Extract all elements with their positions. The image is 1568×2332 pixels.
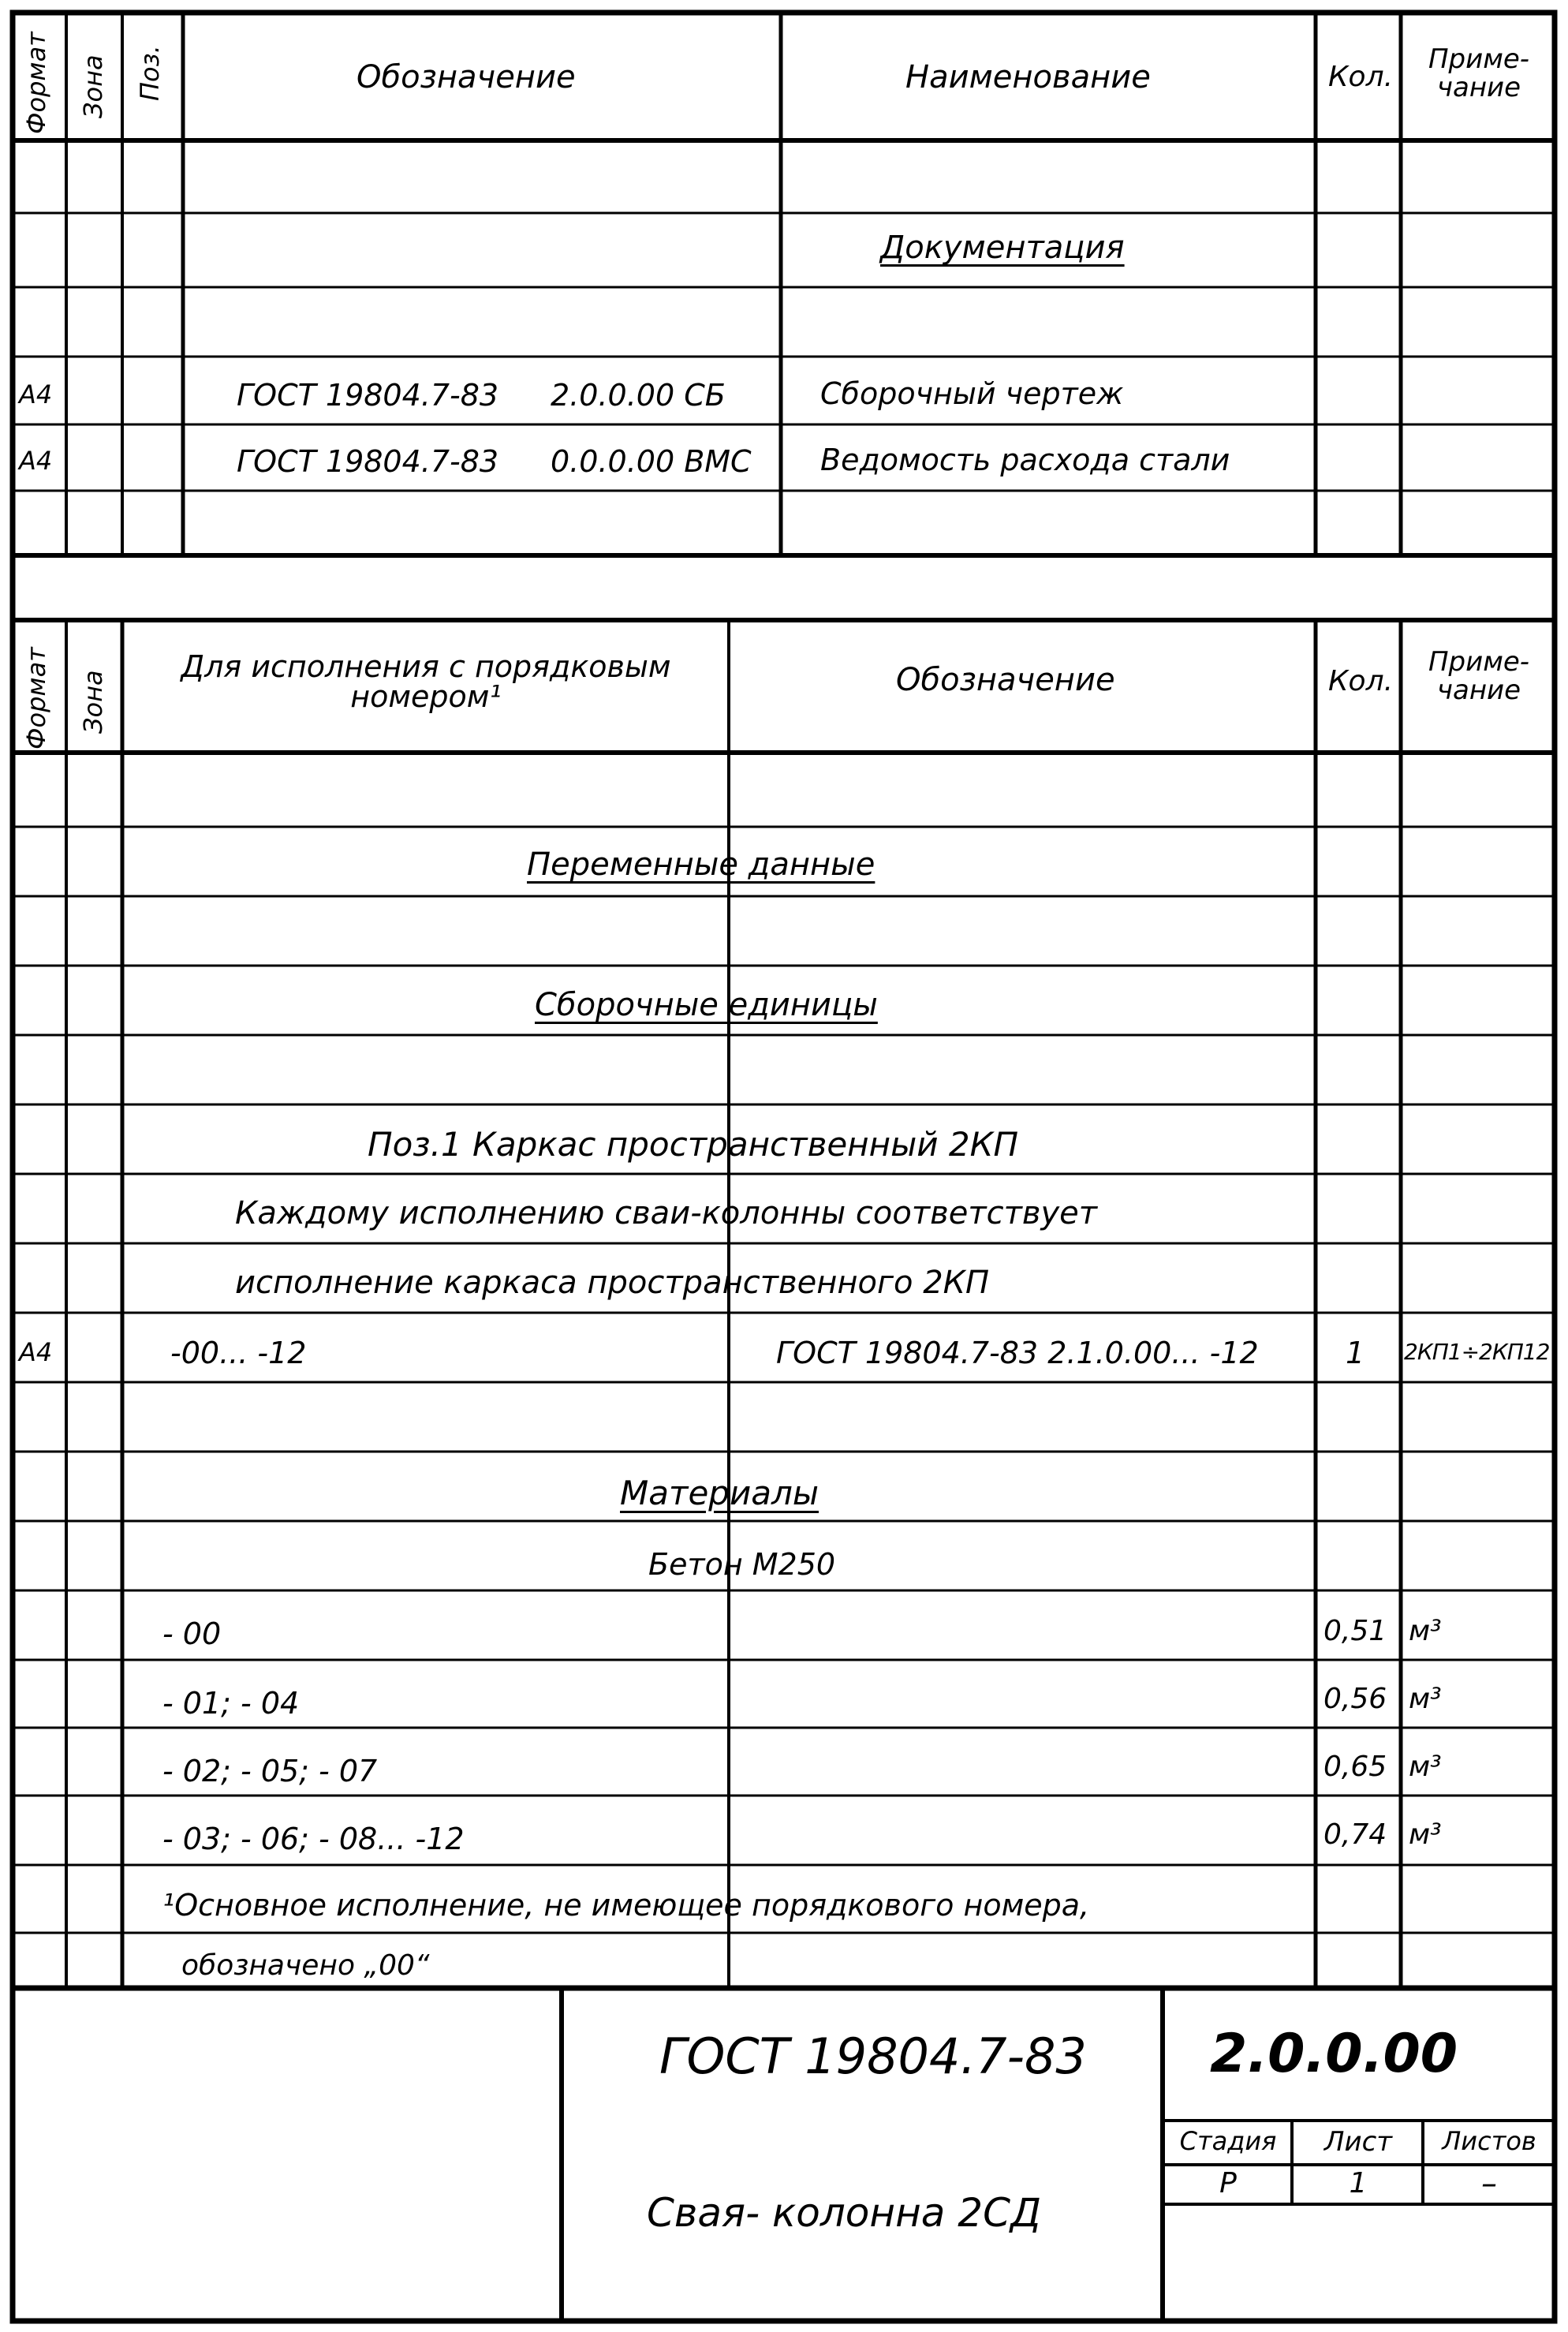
header-pos: Поз.	[135, 45, 165, 101]
concrete-grade: Бетон М250	[648, 1547, 836, 1582]
var-header-note: Приме- чание	[1428, 646, 1530, 706]
var-header-designation: Обозначение	[896, 662, 1115, 698]
header-zone: Зона	[78, 54, 108, 118]
sheet-value: 1	[1349, 2167, 1368, 2199]
var-header-format: Формат	[21, 647, 51, 749]
material-row-3-unit: м³	[1409, 1751, 1442, 1783]
sheets-label: Листов	[1442, 2126, 1536, 2156]
var-header-qty: Кол.	[1328, 665, 1394, 697]
header-qty: Кол.	[1328, 61, 1394, 93]
section-variable-data: Переменные данные	[527, 846, 875, 883]
doc-row-2-format: А4	[19, 446, 53, 476]
title-standard: ГОСТ 19804.7-83	[659, 2027, 1087, 2085]
assembly-row-designation: ГОСТ 19804.7-83 2.1.0.00... -12	[776, 1336, 1259, 1370]
material-row-3-version: - 02; - 05; - 07	[162, 1754, 378, 1788]
doc-row-2-code: ГОСТ 19804.7-83	[237, 444, 499, 479]
header-designation: Обозначение	[357, 59, 576, 95]
title-product-name: Свая- колонна 2СД	[647, 2190, 1042, 2236]
stage-value: Р	[1219, 2167, 1237, 2199]
header-note: Приме- чание	[1428, 43, 1530, 103]
sheets-value: –	[1481, 2166, 1497, 2202]
assembly-row-version: -00... -12	[170, 1336, 307, 1370]
material-row-2-version: - 01; - 04	[162, 1686, 300, 1721]
assembly-description-1: Каждому исполнению сваи-колонны соответствует	[235, 1195, 1098, 1231]
assembly-row-qty: 1	[1346, 1336, 1365, 1370]
material-row-3-qty: 0,65	[1323, 1751, 1387, 1783]
doc-row-1-code: ГОСТ 19804.7-83	[237, 378, 499, 413]
material-row-4-unit: м³	[1409, 1818, 1442, 1851]
var-header-for-version: Для исполнения с порядковым номером¹	[181, 649, 671, 714]
var-header-zone: Зона	[78, 670, 108, 734]
doc-row-2-name: Ведомость расхода стали	[820, 443, 1230, 477]
doc-row-1-format: А4	[19, 379, 53, 409]
doc-row-2-sub: 0.0.0.00 ВМС	[551, 444, 752, 479]
assembly-description-2: исполнение каркаса пространственного 2КП	[235, 1265, 990, 1301]
assembly-row-format: А4	[19, 1337, 53, 1367]
doc-row-1-sub: 2.0.0.00 СБ	[551, 378, 726, 413]
sheet-label: Лист	[1323, 2126, 1393, 2158]
header-format: Формат	[21, 32, 51, 134]
title-doc-number: 2.0.0.00	[1210, 2023, 1458, 2085]
material-row-1-version: - 00	[162, 1616, 222, 1651]
section-assemblies: Сборочные единицы	[535, 987, 878, 1023]
assembly-row-note: 2КП1÷2КП12	[1404, 1341, 1550, 1363]
material-row-2-qty: 0,56	[1323, 1683, 1387, 1715]
header-name: Наименование	[905, 59, 1151, 95]
pos-1-line: Поз.1 Каркас пространственный 2КП	[368, 1125, 1019, 1164]
doc-row-1-name: Сборочный чертеж	[820, 376, 1124, 411]
section-materials: Материалы	[620, 1474, 819, 1512]
material-row-2-unit: м³	[1409, 1683, 1442, 1715]
material-row-1-qty: 0,51	[1323, 1615, 1387, 1647]
footnote-line-2: обозначено „00“	[181, 1949, 430, 1982]
stage-label: Стадия	[1179, 2126, 1277, 2156]
material-row-4-qty: 0,74	[1323, 1818, 1387, 1851]
material-row-4-version: - 03; - 06; - 08... -12	[162, 1822, 465, 1856]
section-documentation: Документация	[880, 230, 1125, 266]
material-row-1-unit: м³	[1409, 1615, 1442, 1647]
footnote-line-1: ¹Основное исполнение, не имеющее порядкового номера,	[162, 1888, 1090, 1923]
